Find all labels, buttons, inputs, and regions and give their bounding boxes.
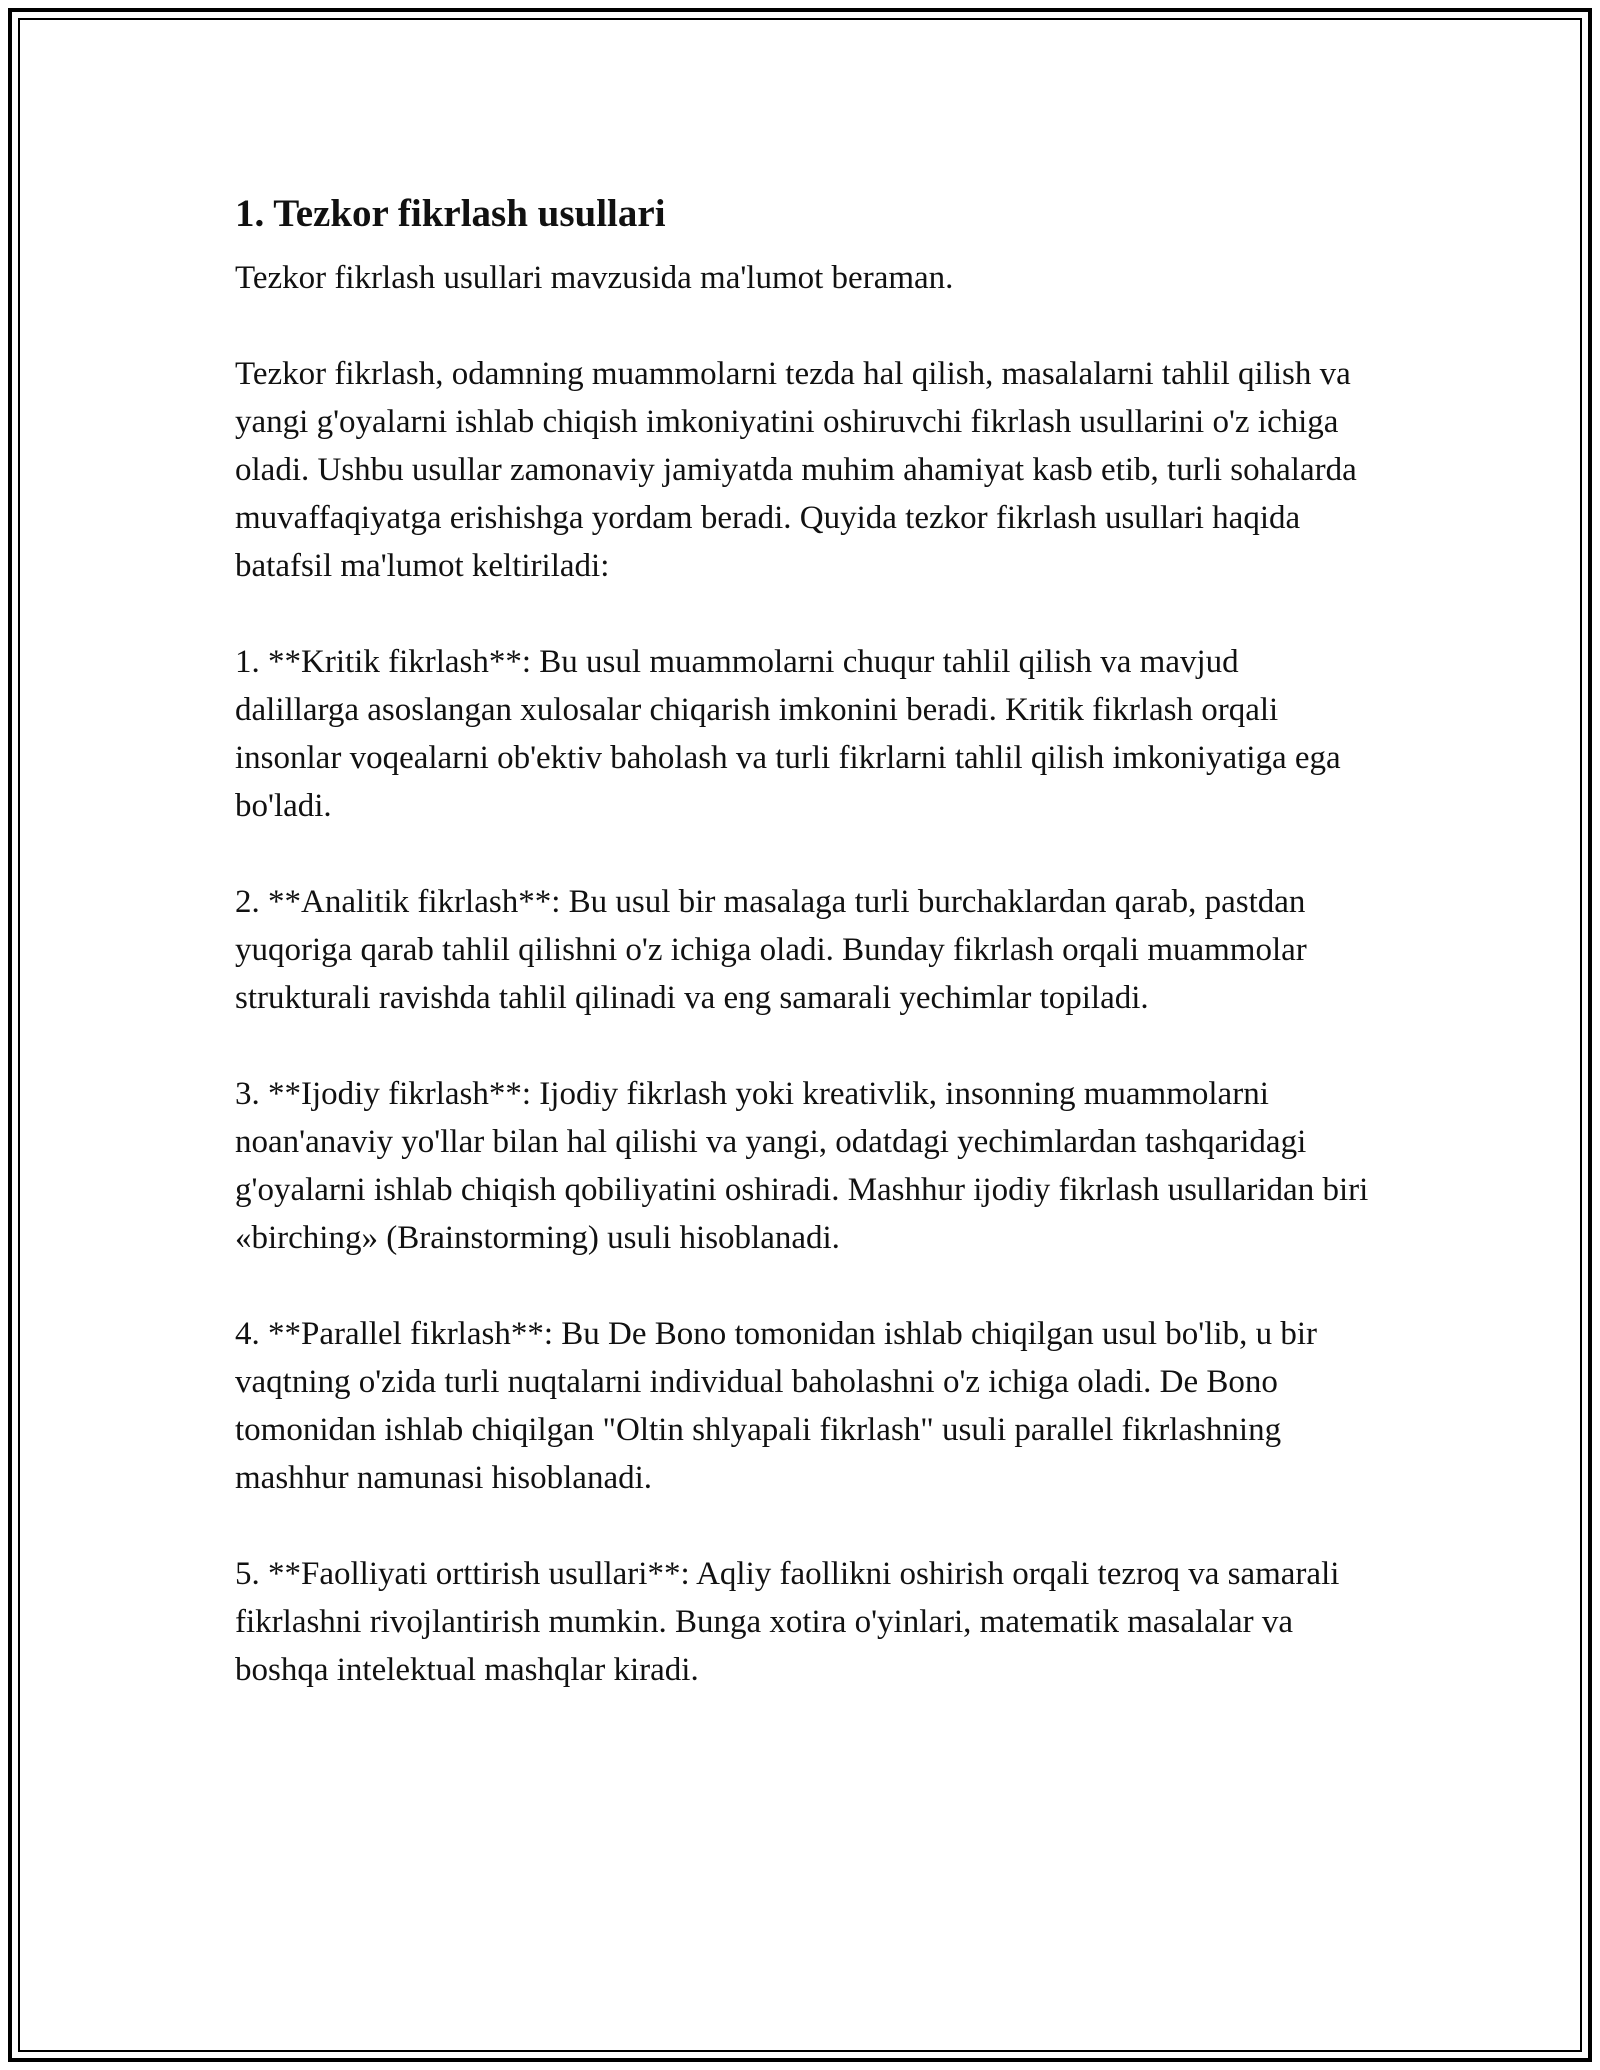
method-activity-boost: 5. **Faolliyati orttirish usullari**: Aqliy faollikni oshirish orqali tezroq va samarali fikrlashni rivojlantirish mumkin. Bunga xotira o'yinlari, matematik masalalar va boshqa intelektual mashqlar kiradi. <box>235 1556 1340 1688</box>
method-analytical-thinking: 2. **Analitik fikrlash**: Bu usul bir masalaga turli burchaklardan qarab, pastdan yuqoriga qarab tahlil qilishni o'z ichiga oladi. Bunday fikrlash orqali muammolar strukturali ravishda tahlil qilinadi va eng samarali yechimlar topiladi. <box>235 884 1307 1016</box>
overview-paragraph: Tezkor fikrlash, odamning muammolarni tezda hal qilish, masalalarni tahlil qilish va yangi g'oyalarni ishlab chiqish imkoniyatini oshiruvchi fikrlash usullarini o'z ichiga oladi. Ushbu usullar zamonaviy jamiyatda muhim ahamiyat kasb etib, turli sohalarda muvaffaqiyatga erishishga yordam beradi. Quyida tezkor fikrlash usullari haqida batafsil ma'lumot keltiriladi: <box>235 356 1357 584</box>
method-creative-thinking: 3. **Ijodiy fikrlash**: Ijodiy fikrlash yoki kreativlik, insonning muammolarni noan'anaviy yo'llar bilan hal qilishi va yangi, odatdagi yechimlardan tashqaridagi g'oyalarni ishlab chiqish qobiliyatini oshiradi. Mashhur ijodiy fikrlash usullaridan biri «birching» (Brainstorming) usuli hisoblanadi. <box>235 1076 1369 1256</box>
document-page <box>235 188 1370 1742</box>
intro-paragraph: Tezkor fikrlash usullari mavzusida ma'lumot beraman. <box>235 260 954 296</box>
method-critical-thinking: 1. **Kritik fikrlash**: Bu usul muammolarni chuqur tahlil qilish va mavjud dalillarga asoslangan xulosalar chiqarish imkonini beradi. Kritik fikrlash orqali insonlar voqealarni ob'ektiv baholash va turli fikrlarni tahlil qilish imkoniyatiga ega bo'ladi. <box>235 644 1341 824</box>
method-parallel-thinking: 4. **Parallel fikrlash**: Bu De Bono tomonidan ishlab chiqilgan usul bo'lib, u bir vaqtning o'zida turli nuqtalarni individual baholashni o'z ichiga oladi. De Bono tomonidan ishlab chiqilgan "Oltin shlyapali fikrlash" usuli parallel fikrlashning mashhur namunasi hisoblanadi. <box>235 1316 1317 1496</box>
document-title: 1. Tezkor fikrlash usullari <box>235 192 666 235</box>
